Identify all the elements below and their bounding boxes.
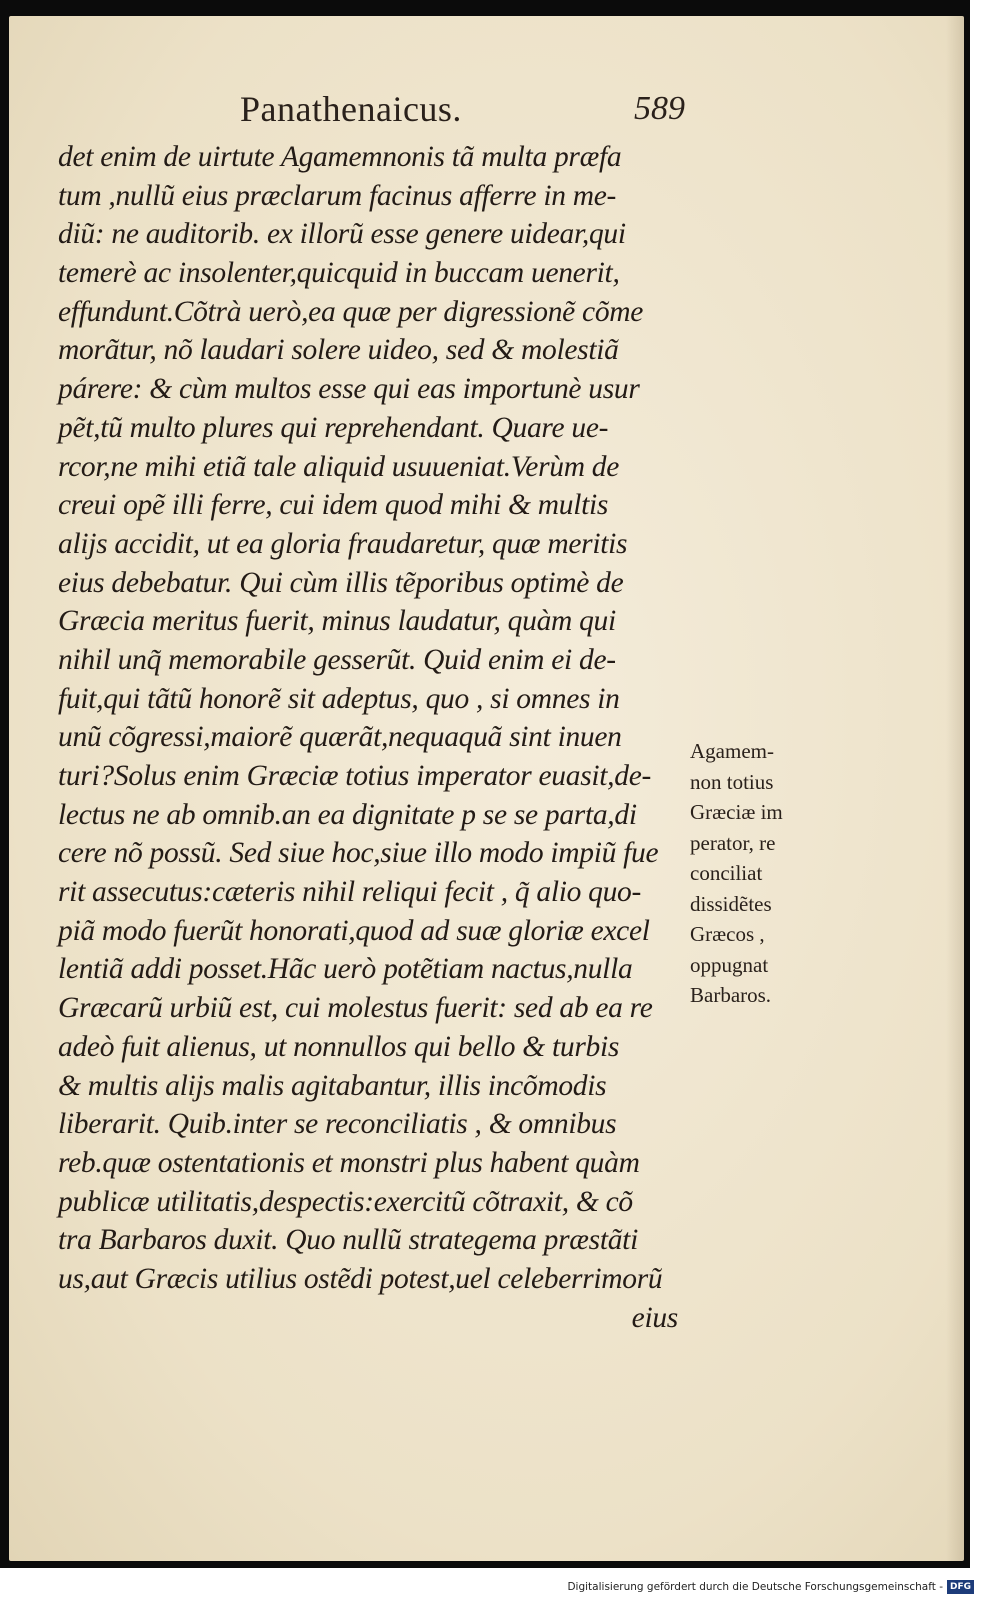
text-line: publicæ utilitatis,despectis:exercitũ cõtraxit, & cõ bbox=[58, 1185, 633, 1218]
text-line: lentiã addi posset.Hãc uerò potẽtiam nactus,nulla bbox=[58, 953, 633, 986]
text-line: párere: & cùm multos esse qui eas importunè usur bbox=[58, 373, 640, 406]
text-line: liberarit. Quib.inter se reconciliatis , & omnibus bbox=[58, 1108, 617, 1141]
dfg-logo: DFG bbox=[947, 1580, 974, 1594]
footer-credit bbox=[567, 1578, 974, 1596]
margin-note-line: dissidẽtes bbox=[690, 891, 772, 916]
text-line: pẽt,tũ multo plures qui reprehendant. Quare ue- bbox=[58, 411, 609, 444]
text-line: unũ cõgressi,maiorẽ quærãt,nequaquã sint inuen bbox=[58, 721, 622, 754]
text-line: fuit,qui tãtũ honorẽ sit adeptus, quo , si omnes in bbox=[58, 682, 620, 715]
text-line: nihil unq̃ memorabile gesserũt. Quid enim ei de- bbox=[58, 643, 616, 676]
body-text bbox=[58, 138, 688, 1337]
text-line: piã modo fuerũt honorati,quod ad suæ gloriæ excel bbox=[58, 914, 650, 947]
text-line: reb.quæ ostentationis et monstri plus habent quàm bbox=[58, 1146, 640, 1179]
catchword: eius bbox=[631, 1301, 678, 1334]
running-head-title: Panathenaicus. bbox=[240, 89, 462, 129]
margin-note-line: conciliat bbox=[690, 861, 763, 885]
text-line: creui opẽ illi ferre, cui idem quod mihi & multis bbox=[58, 489, 609, 522]
text-line: det enim de uirtute Agamemnonis tã multa præfa bbox=[58, 141, 622, 173]
margin-note-line: Græcos , bbox=[690, 922, 765, 946]
text-line: turi?Solus enim Græciæ totius imperator euasit,de- bbox=[58, 760, 652, 792]
footer-text: Digitalisierung gefördert durch die Deutsche Forschungsgemeinschaft - bbox=[567, 1581, 943, 1593]
text-line: rcor,ne mihi etiã tale aliquid usuueniat.Verùm de bbox=[58, 450, 620, 483]
text-line: morãtur, nõ laudari solere uideo, sed & molestiã bbox=[58, 334, 619, 367]
running-head bbox=[240, 88, 685, 136]
text-line: alijs accidit, ut ea gloria fraudaretur, quæ meritis bbox=[58, 527, 628, 560]
margin-note-line: perator, re bbox=[690, 830, 776, 855]
margin-note-line: non totius bbox=[690, 769, 774, 794]
text-line: eius debebatur. Qui cùm illis tẽporibus optimè de bbox=[58, 566, 624, 599]
margin-note-line: Græciæ im bbox=[690, 800, 783, 824]
text-line: diũ: ne auditorib. ex illorũ esse genere uidear,qui bbox=[58, 218, 626, 251]
text-line: cere nõ possũ. Sed siue hoc,siue illo modo impiũ fue bbox=[58, 837, 659, 870]
text-line: adeò fuit alienus, ut nonnullos qui bello & turbis bbox=[58, 1030, 620, 1063]
page-edge-shadow bbox=[946, 16, 964, 1561]
text-line: temerè ac insolenter,quicquid in buccam uenerit, bbox=[58, 257, 620, 290]
margin-note-line: Agamem- bbox=[690, 739, 774, 763]
text-line: us,aut Græcis utilius ostẽdi potest,uel celeberrimorũ bbox=[58, 1262, 663, 1295]
text-line: Græcarũ urbiũ est, cui molestus fuerit: sed ab ea re bbox=[58, 992, 653, 1025]
margin-note-line: Barbaros. bbox=[690, 983, 772, 1007]
text-line: effundunt.Cõtrà uerò,ea quæ per digressionẽ cõme bbox=[58, 295, 644, 328]
page-number: 589 bbox=[634, 90, 685, 127]
text-line: tra Barbaros duxit. Quo nullũ strategema præstãti bbox=[58, 1224, 638, 1257]
text-line: & multis alijs malis agitabantur, illis incõmodis bbox=[58, 1069, 607, 1102]
text-line: rit assecutus:cæteris nihil reliqui fecit , q̃ alio quo- bbox=[58, 876, 642, 909]
margin-note-line: oppugnat bbox=[690, 952, 769, 977]
text-line: Græcia meritus fuerit, minus laudatur, quàm qui bbox=[58, 605, 616, 638]
text-line: lectus ne ab omnib.an ea dignitate p se se parta,di bbox=[58, 798, 637, 831]
text-line: tum ,nullũ eius præclarum facinus afferre in me- bbox=[58, 179, 617, 212]
margin-note bbox=[690, 736, 820, 1011]
